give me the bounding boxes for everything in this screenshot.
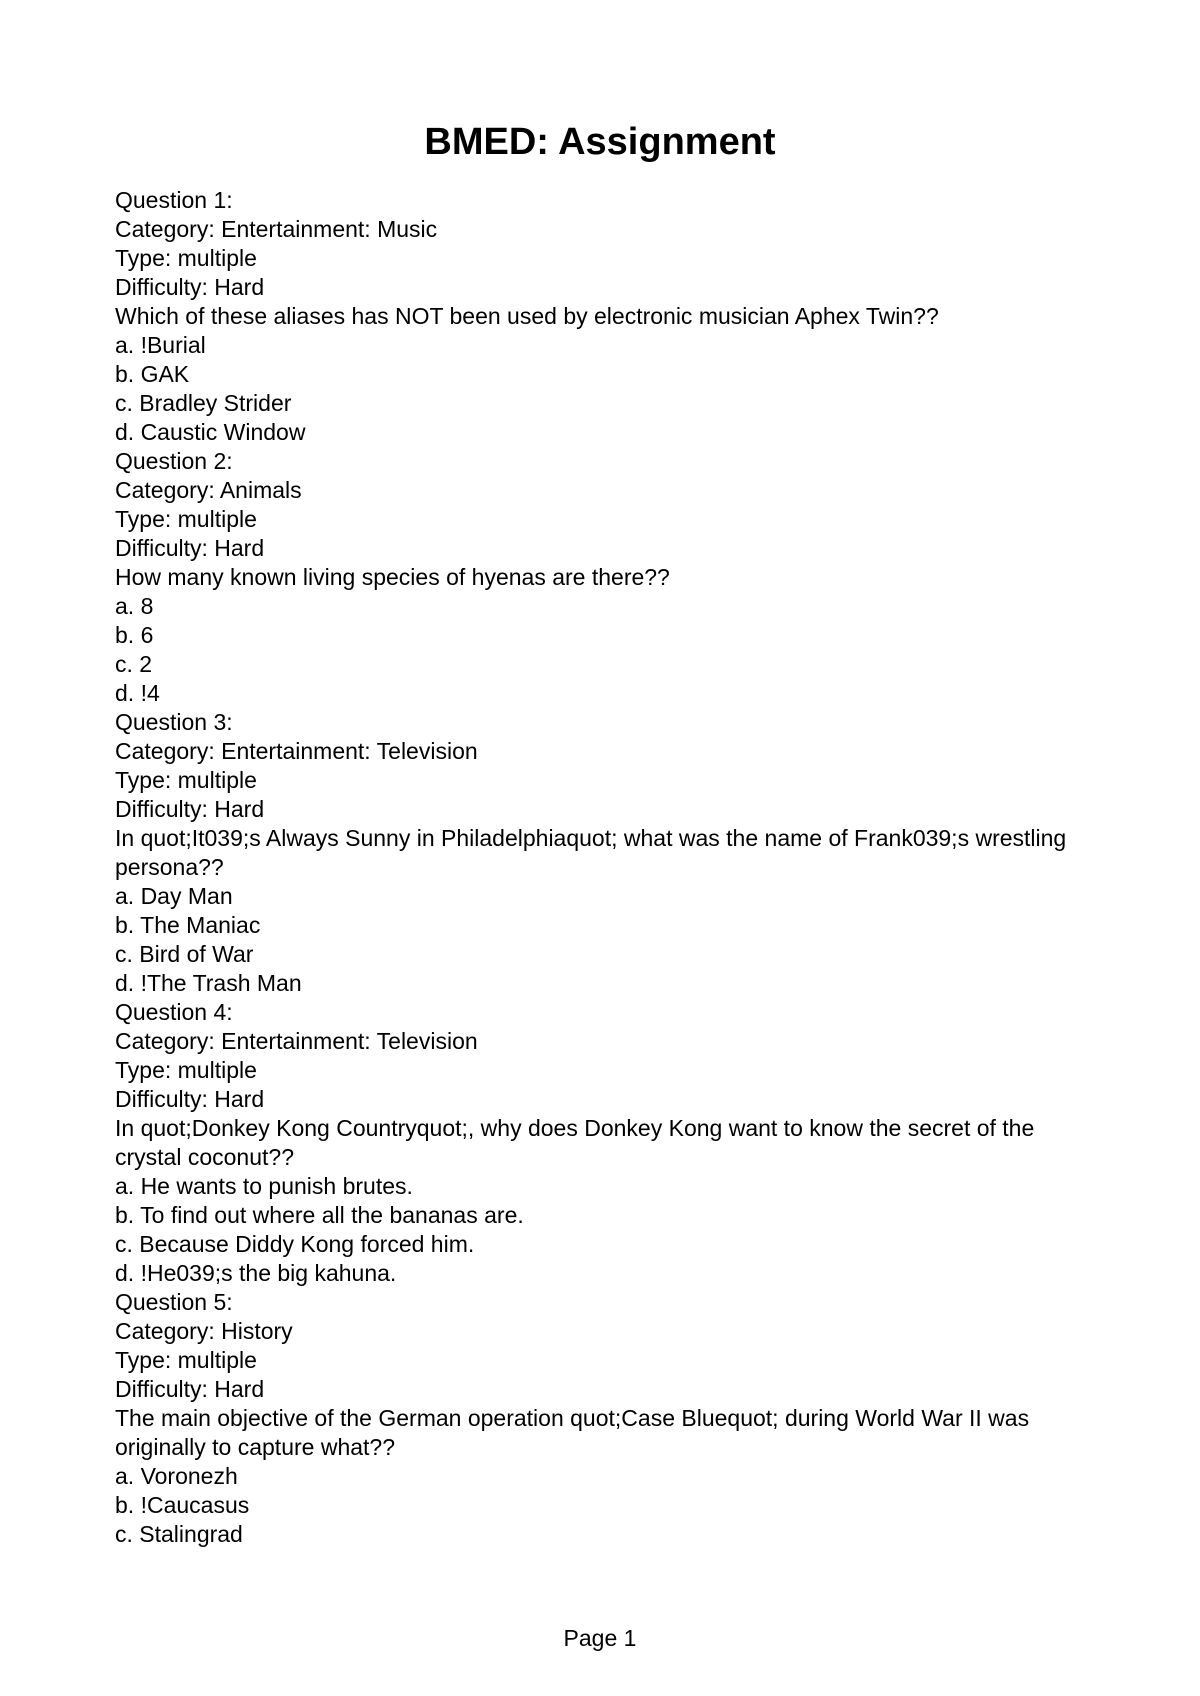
question-type: Type: multiple — [115, 245, 257, 271]
question-type: Type: multiple — [115, 767, 257, 793]
question-block-4 — [115, 998, 1105, 1288]
answer-option: b. To find out where all the bananas are. — [115, 1202, 524, 1228]
question-category: Category: Entertainment: Music — [115, 216, 438, 242]
answer-option: a. Day Man — [115, 883, 233, 909]
page-number: Page 1 — [563, 1625, 637, 1651]
question-difficulty: Difficulty: Hard — [115, 535, 265, 561]
answer-option: c. 2 — [115, 651, 153, 677]
question-block-1 — [115, 186, 1105, 447]
answer-option: b. GAK — [115, 361, 190, 387]
question-category: Category: Entertainment: Television — [115, 1028, 478, 1054]
question-block-5 — [115, 1288, 1105, 1549]
question-text: Which of these aliases has NOT been used by electronic musician Aphex Twin?? — [115, 303, 939, 329]
question-block-3 — [115, 708, 1105, 998]
question-type: Type: multiple — [115, 1347, 257, 1373]
question-difficulty: Difficulty: Hard — [115, 274, 265, 300]
question-difficulty: Difficulty: Hard — [115, 1376, 265, 1402]
question-heading: Question 2: — [115, 448, 233, 474]
answer-option: a. !Burial — [115, 332, 206, 358]
answer-option: d. !He039;s the big kahuna. — [115, 1260, 397, 1286]
question-category: Category: History — [115, 1318, 293, 1344]
answer-option: a. He wants to punish brutes. — [115, 1173, 413, 1199]
answer-option: c. Bird of War — [115, 941, 254, 967]
question-heading: Question 5: — [115, 1289, 233, 1315]
answer-option: d. !4 — [115, 680, 160, 706]
answer-option: d. Caustic Window — [115, 419, 306, 445]
question-text: In quot;It039;s Always Sunny in Philadelphiaquot; what was the name of Frank039;s wrestling persona?? — [115, 825, 1067, 880]
answer-option: b. !Caucasus — [115, 1492, 250, 1518]
question-heading: Question 4: — [115, 999, 233, 1025]
answer-option: b. 6 — [115, 622, 154, 648]
question-type: Type: multiple — [115, 1057, 257, 1083]
question-text: How many known living species of hyenas are there?? — [115, 564, 670, 590]
question-difficulty: Difficulty: Hard — [115, 796, 265, 822]
page-title: BMED: Assignment — [424, 121, 776, 163]
question-category: Category: Animals — [115, 477, 302, 503]
question-heading: Question 1: — [115, 187, 233, 213]
question-text: In quot;Donkey Kong Countryquot;, why does Donkey Kong want to know the secret of the crystal coconut?? — [115, 1115, 1035, 1170]
answer-option: a. 8 — [115, 593, 154, 619]
answer-option: c. Bradley Strider — [115, 390, 292, 416]
answer-option: a. Voronezh — [115, 1463, 238, 1489]
answer-option: c. Because Diddy Kong forced him. — [115, 1231, 475, 1257]
question-type: Type: multiple — [115, 506, 257, 532]
answer-option: b. The Maniac — [115, 912, 261, 938]
question-block-2 — [115, 447, 1105, 708]
question-heading: Question 3: — [115, 709, 233, 735]
question-list — [115, 186, 1105, 1549]
answer-option: d. !The Trash Man — [115, 970, 302, 996]
question-text: The main objective of the German operation quot;Case Bluequot; during World War II was originally to capture what?? — [115, 1405, 1030, 1460]
answer-option: c. Stalingrad — [115, 1521, 243, 1547]
question-category: Category: Entertainment: Television — [115, 738, 478, 764]
question-difficulty: Difficulty: Hard — [115, 1086, 265, 1112]
